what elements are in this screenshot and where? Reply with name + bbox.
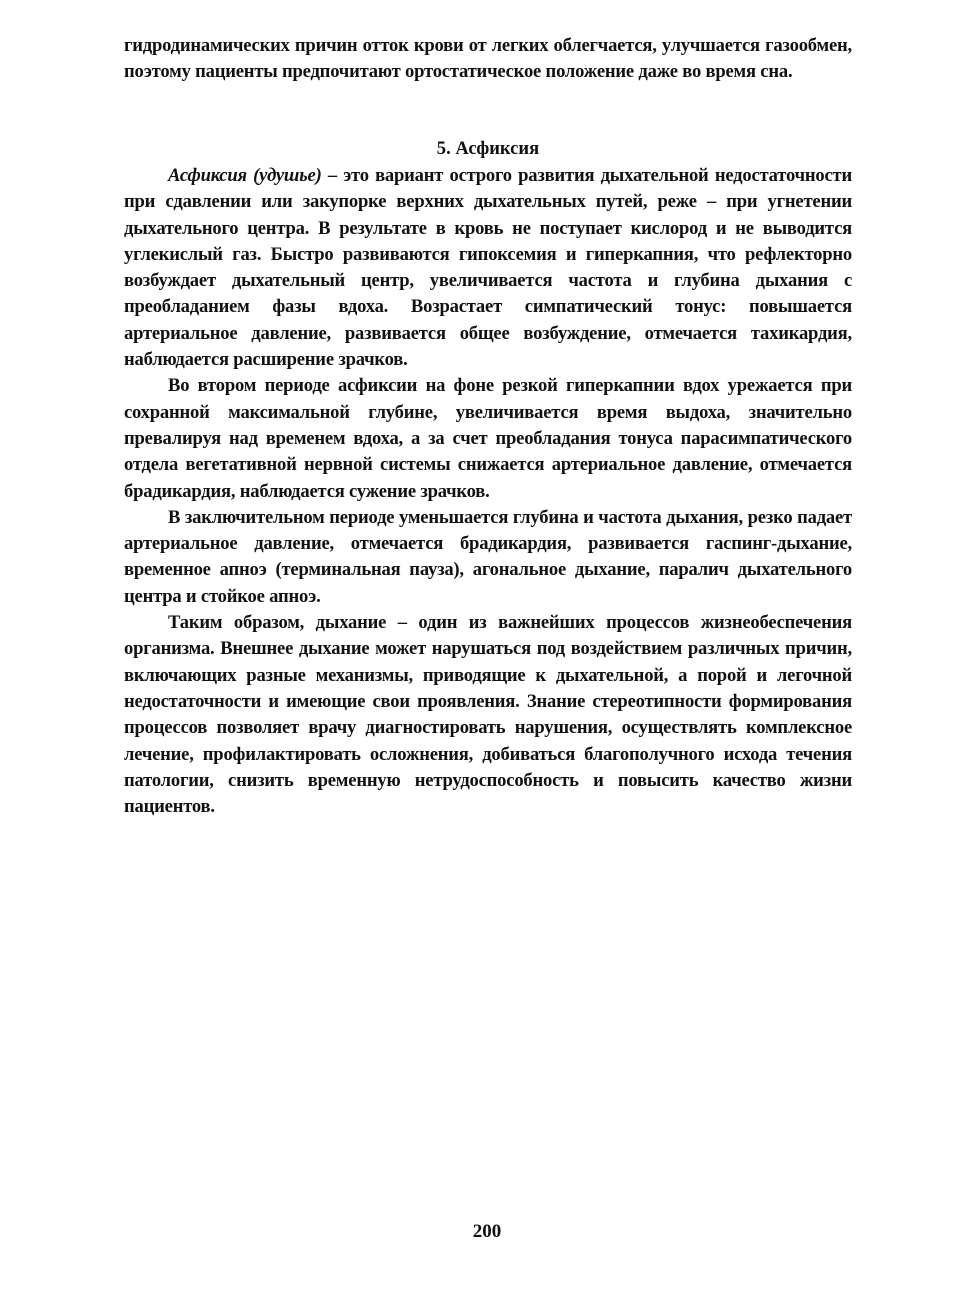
definition-text: – это вариант острого развития дыхательной недостаточности при сдавлении или закупорке верхних дыхательных путей, реже – при угнетении дыхательного центра. В результате в кровь не поступает кислород и не выводится углекислый газ. Быстро развиваются гипоксемия и гиперкапния, что рефлекторно возбуждает дыхательный центр, увеличивается частота и глубина дыхания с преобладанием фазы вдоха. Возрастает симпатический тонус: повышается артериальное давление, развивается общее возбуждение, отмечается тахикардия, наблюдается расширение зрачков. — [124, 165, 852, 371]
paragraph-second-period: Во втором периоде асфиксии на фоне резкой гиперкапнии вдох урежается при сохранной максимальной глубине, увеличивается время выдоха, значительно превалируя над временем вдоха, а за счет преобладания тонуса парасимпатического отдела вегетативной нервной системы снижается артериальное давление, отмечается брадикардия, наблюдается сужение зрачков. — [124, 375, 852, 502]
paragraph-final-period: В заключительном периоде уменьшается глубина и частота дыхания, резко падает артериальное давление, отмечается брадикардия, развивается гаспинг-дыхание, временное апноэ (терминальная пауза), агональное дыхание, паралич дыхательного центра и стойкое апноэ. — [124, 506, 852, 607]
paragraph-definition — [124, 163, 852, 373]
defined-term: Асфиксия (удушье) — [168, 165, 322, 186]
paragraph-conclusion: Таким образом, дыхание – один из важнейших процессов жизнеобеспечения организма. Внешнее дыхание может нарушаться под воздействием различных причин, включающих разные механизмы, приводящие к дыхательной, а порой и легочной недостаточности и имеющие свои проявления. Знание стереотипности формирования процессов позволяет врачу диагностировать нарушения, осуществлять комплексное лечение, профилактировать осложнения, добиваться благополучного исхода течения патологии, снизить временную нетрудоспособность и повысить качество жизни пациентов. — [124, 612, 852, 818]
section-body — [124, 163, 852, 820]
continuation-text — [124, 33, 852, 86]
section-title: 5. Асфиксия — [436, 138, 540, 159]
page-number: 200 — [472, 1221, 502, 1242]
continuation-paragraph: гидродинамических причин отток крови от легких облегчается, улучшается газообмен, поэтому пациенты предпочитают ортостатическое положение даже во время сна. — [124, 35, 852, 83]
